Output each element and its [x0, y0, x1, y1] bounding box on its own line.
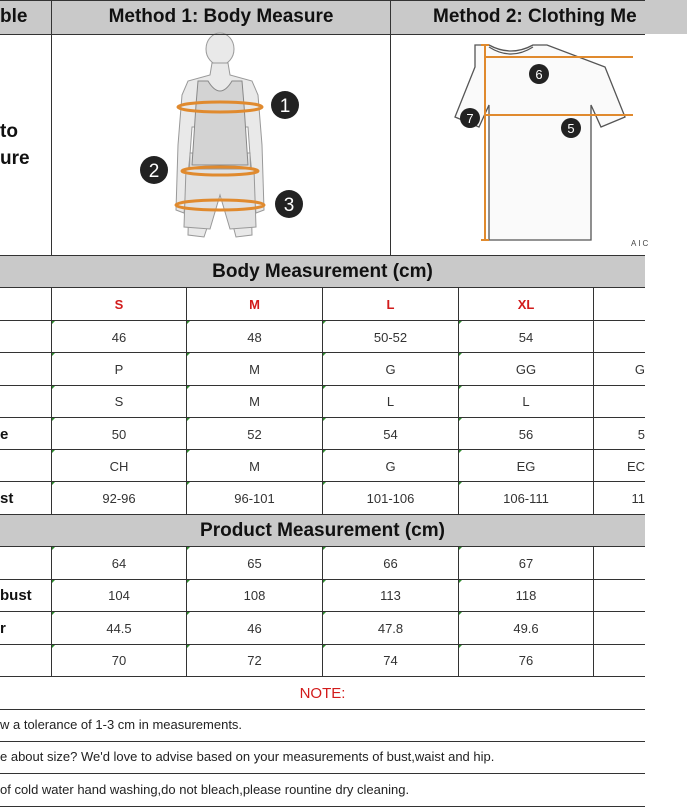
grid-line	[0, 773, 645, 774]
cell-corner-tick-icon	[323, 547, 326, 550]
grid-line	[593, 546, 594, 676]
body-cell: M	[249, 458, 260, 474]
product-cell: 66	[383, 555, 398, 571]
body-cell: G	[385, 458, 396, 474]
cell-corner-tick-icon	[187, 450, 190, 453]
body-row-label	[0, 321, 51, 353]
cell-corner-tick-icon	[52, 482, 55, 485]
body-cell: 50	[111, 426, 127, 442]
cell-corner-tick-icon	[187, 353, 190, 356]
body-cell	[594, 321, 645, 353]
product-cell	[594, 612, 645, 645]
cell-corner-tick-icon	[52, 612, 55, 615]
cell-corner-tick-icon	[52, 450, 55, 453]
body-row-label	[0, 353, 51, 385]
cell-corner-tick-icon	[323, 580, 326, 583]
cell-corner-tick-icon	[52, 353, 55, 356]
cell-corner-tick-icon	[459, 547, 462, 550]
body-cell: L	[522, 394, 530, 410]
grid-line	[322, 546, 323, 676]
product-cell: 47.8	[377, 620, 404, 636]
cell-corner-tick-icon	[187, 580, 190, 583]
grid-line	[593, 287, 594, 514]
body-cell: 101-106	[366, 491, 415, 507]
product-row-label: r	[0, 619, 6, 637]
header-col0-text: ble	[0, 6, 28, 27]
product-cell: 64	[111, 555, 127, 571]
body-cell: 56	[518, 426, 534, 442]
body-cell: 92-96	[102, 491, 136, 507]
product-cell: 46	[247, 620, 262, 636]
body-cell: G	[634, 361, 645, 377]
cell-corner-tick-icon	[459, 353, 462, 356]
product-section-title	[0, 515, 645, 546]
product-cell: 76	[518, 653, 534, 669]
product-cell: 108	[243, 588, 266, 604]
product-cell: 118	[515, 588, 537, 604]
cell-corner-tick-icon	[459, 612, 462, 615]
body-cell: 106-111	[503, 491, 549, 507]
body-cell: CH	[109, 458, 129, 474]
grid-line	[0, 676, 645, 677]
header-method2-text: Method 2: Clothing Me	[433, 6, 637, 27]
product-cell	[594, 580, 645, 613]
cell-corner-tick-icon	[187, 645, 190, 648]
body-cell: 46	[111, 329, 127, 345]
product-cell: 113	[380, 588, 401, 604]
note-line-1: w a tolerance of 1-3 cm in measurements.	[0, 717, 243, 732]
how-to-line2: ure	[0, 148, 30, 169]
cell-corner-tick-icon	[323, 418, 326, 421]
body-cell: 54	[518, 329, 534, 345]
cell-corner-tick-icon	[52, 580, 55, 583]
product-cell	[594, 547, 645, 580]
body-cell: EG	[516, 458, 536, 474]
note-line-3: of cold water hand washing,do not bleach,please rountine dry cleaning.	[0, 782, 410, 797]
note-line-2: e about size? We'd love to advise based on your measurements of bust,waist and hip.	[0, 749, 495, 764]
cell-corner-tick-icon	[52, 418, 55, 421]
cell-corner-tick-icon	[52, 645, 55, 648]
size-m: M	[249, 296, 260, 312]
cell-corner-tick-icon	[323, 386, 326, 389]
body-cell: GG	[515, 361, 537, 377]
cell-corner-tick-icon	[187, 482, 190, 485]
marker-1-number: 1	[279, 96, 291, 117]
cell-corner-tick-icon	[323, 353, 326, 356]
cell-corner-tick-icon	[187, 547, 190, 550]
header-col0	[0, 0, 51, 34]
note-title: NOTE:	[299, 684, 346, 702]
product-cell: 67	[518, 555, 534, 571]
grid-line	[458, 546, 459, 676]
body-cell: S	[114, 394, 124, 410]
cell-corner-tick-icon	[323, 645, 326, 648]
grid-line	[0, 34, 645, 35]
grid-line	[0, 741, 645, 742]
how-to-measure-cell	[0, 35, 51, 255]
body-cell: 50-52	[373, 329, 408, 345]
cell-corner-tick-icon	[459, 418, 462, 421]
body-cell: EC	[626, 458, 645, 474]
cell-corner-tick-icon	[323, 612, 326, 615]
marker-3-number: 3	[283, 195, 295, 216]
cell-corner-tick-icon	[187, 386, 190, 389]
body-row-label	[0, 450, 51, 482]
marker-6-number: 6	[535, 67, 543, 82]
body-cell: 5	[637, 426, 645, 442]
marker-7-icon	[460, 108, 480, 128]
grid-line	[390, 0, 391, 255]
body-cell: 54	[383, 426, 398, 442]
marker-2-number: 2	[148, 161, 160, 182]
body-row-label: e	[0, 425, 9, 443]
marker-2-icon	[140, 156, 168, 184]
body-cell: M	[249, 361, 260, 377]
cell-corner-tick-icon	[187, 321, 190, 324]
body-cell: 96-101	[234, 491, 275, 507]
grid-line	[0, 709, 645, 710]
marker-1-icon	[271, 91, 299, 119]
cell-corner-tick-icon	[323, 321, 326, 324]
cell-corner-tick-icon	[459, 321, 462, 324]
size-xxl	[594, 288, 645, 320]
size-l: L	[386, 296, 395, 312]
marker-7-number: 7	[466, 111, 474, 126]
body-measure-figure	[52, 35, 390, 255]
clothing-measure-figure	[391, 35, 651, 255]
product-cell	[594, 645, 645, 678]
how-to-line1: to	[0, 121, 18, 142]
cell-corner-tick-icon	[187, 612, 190, 615]
grid-line	[0, 514, 645, 515]
cell-corner-tick-icon	[459, 450, 462, 453]
marker-5-number: 5	[567, 121, 575, 136]
grid-line	[51, 0, 52, 255]
product-cell: 44.5	[106, 620, 132, 636]
cell-corner-tick-icon	[459, 580, 462, 583]
product-cell: 104	[108, 588, 130, 604]
body-section-title-text: Body Measurement (cm)	[212, 260, 433, 282]
body-cell: L	[386, 394, 395, 410]
cell-corner-tick-icon	[187, 418, 190, 421]
product-row-label: bust	[0, 587, 32, 605]
cell-corner-tick-icon	[323, 482, 326, 485]
product-row-label	[0, 547, 51, 580]
cell-corner-tick-icon	[52, 321, 55, 324]
body-cell: G	[385, 361, 396, 377]
grid-line	[0, 0, 645, 1]
product-cell: 49.6	[513, 620, 539, 636]
product-row-label	[0, 645, 51, 678]
header-method1-text: Method 1: Body Measure	[108, 6, 334, 27]
figure-watermark: AIC	[631, 239, 651, 248]
grid-line	[0, 255, 645, 256]
cell-corner-tick-icon	[459, 482, 462, 485]
cell-corner-tick-icon	[52, 386, 55, 389]
product-cell: 70	[111, 653, 127, 669]
grid-line	[51, 546, 52, 676]
cell-corner-tick-icon	[459, 645, 462, 648]
body-row-label: st	[0, 490, 14, 508]
body-cell: 48	[247, 329, 262, 345]
size-s: S	[114, 296, 124, 312]
header-method1	[52, 0, 390, 34]
cell-corner-tick-icon	[323, 450, 326, 453]
product-cell: 72	[247, 653, 262, 669]
body-row-label	[0, 386, 51, 418]
size-xl: XL	[517, 296, 535, 312]
cell-corner-tick-icon	[52, 547, 55, 550]
product-section-title-text: Product Measurement (cm)	[200, 519, 445, 541]
header-method2	[391, 0, 687, 34]
marker-5-icon	[561, 118, 581, 138]
product-cell: 65	[247, 555, 262, 571]
cell-corner-tick-icon	[459, 386, 462, 389]
body-section-title	[0, 256, 645, 287]
body-cell: 11	[631, 491, 645, 507]
body-cell: 52	[247, 426, 262, 442]
marker-3-icon	[275, 190, 303, 218]
body-cell: M	[249, 394, 260, 410]
body-cell	[594, 386, 645, 418]
body-cell: P	[114, 361, 124, 377]
grid-line	[186, 546, 187, 676]
product-cell: 74	[383, 653, 398, 669]
marker-6-icon	[529, 64, 549, 84]
